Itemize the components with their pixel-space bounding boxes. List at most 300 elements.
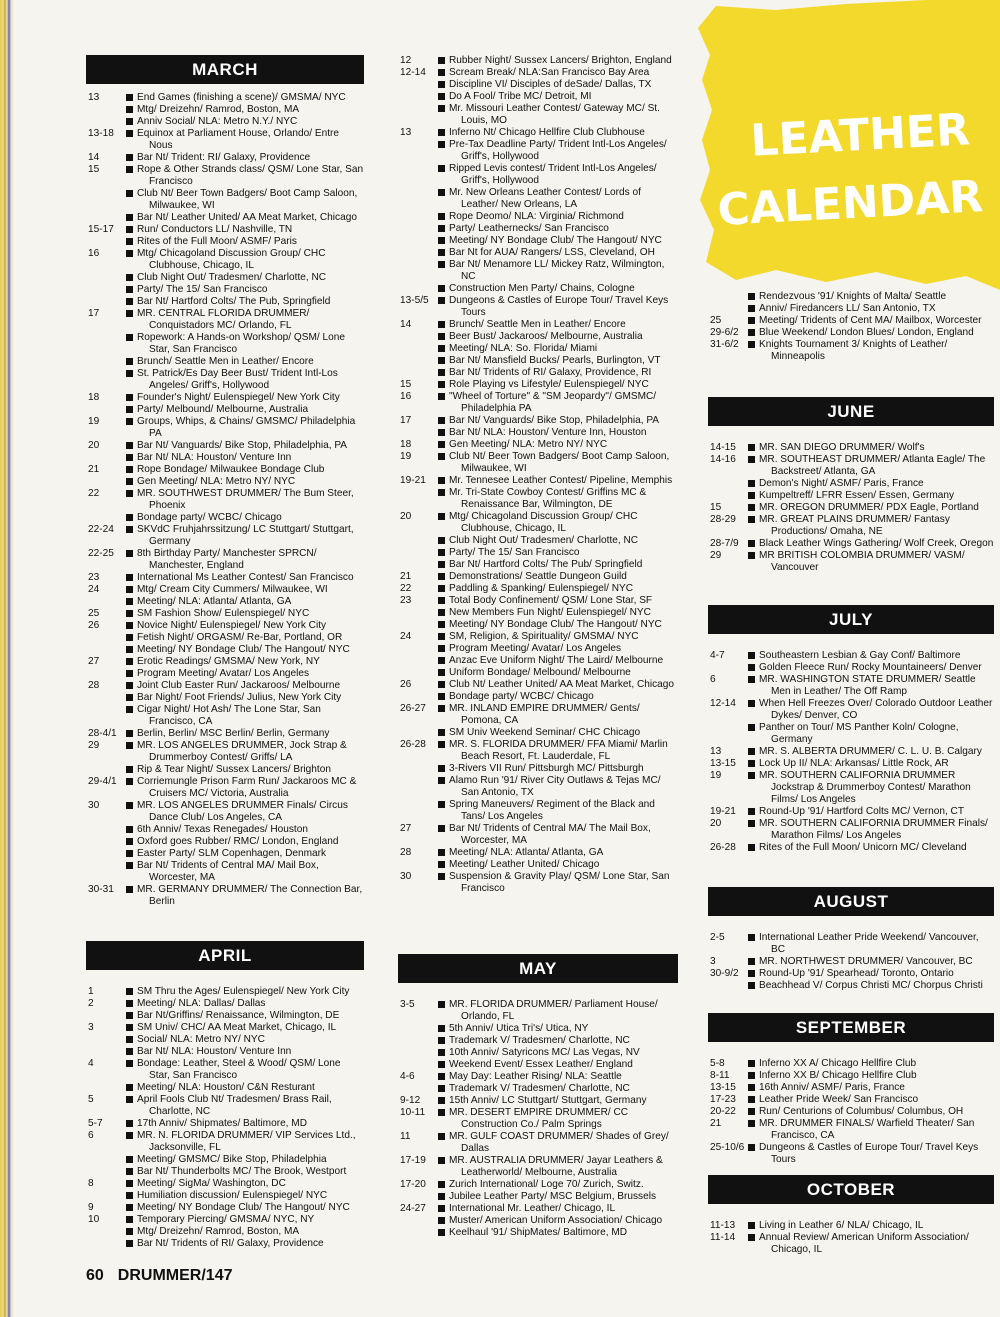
event-text: MR. LOS ANGELES DRUMMER Finals/ Circus Dance Club/ Los Angeles, CA	[137, 800, 348, 823]
event-date: 28	[400, 847, 412, 858]
event-date: 10	[88, 1214, 100, 1225]
event-entry	[398, 1155, 678, 1179]
leather-calendar-banner	[696, 0, 1000, 290]
event-entry	[86, 332, 364, 356]
event-text: Corriemungle Prison Farm Run/ Jackaroos MC & Cruisers MC/ Victoria, Australia	[137, 776, 357, 799]
event-text: International Mr. Leather/ Chicago, IL	[449, 1203, 616, 1214]
event-text: Bar Nt/ Hartford Colts/ The Pub/ Springfield	[449, 559, 643, 570]
event-text: Mr. New Orleans Leather Contest/ Lords of Leather/ New Orleans, LA	[449, 187, 641, 210]
event-entry	[86, 152, 364, 164]
event-text: Bar Nt/ Leather United/ AA Meat Market, Chicago	[137, 212, 357, 223]
bullet-square-icon	[126, 358, 133, 365]
bullet-square-icon	[748, 317, 755, 324]
event-entry	[398, 379, 678, 391]
event-text: Club Night Out/ Tradesmen/ Charlotte, NC	[449, 535, 639, 546]
month-section-october	[708, 1175, 994, 1256]
event-date: 19	[88, 416, 100, 427]
event-entry	[398, 595, 678, 607]
event-entry	[398, 163, 678, 187]
event-date: 13	[400, 127, 412, 138]
event-date: 13	[88, 92, 100, 103]
event-text: Bar Nt/ Tridents of Central MA/ Mail Box, Worcester, MA	[137, 860, 319, 883]
bullet-square-icon	[438, 849, 445, 856]
bullet-square-icon	[438, 333, 445, 340]
event-text: Kumpeltreff/ LFRR Essen/ Essen, Germany	[759, 490, 955, 501]
event-text: Trademark V/ Tradesmen/ Charlotte, NC	[449, 1035, 630, 1046]
event-entry	[86, 1190, 364, 1202]
event-text: Meeting/ NLA: So. Florida/ Miami	[449, 343, 598, 354]
event-date: 17	[88, 308, 100, 319]
event-text: Party/ The 15/ San Francisco	[449, 547, 580, 558]
event-text: SM Thru the Ages/ Eulenspiegel/ New York City	[137, 986, 350, 997]
event-text: Meeting/ NY Bondage Club/ The Hangout/ NYC	[449, 619, 662, 630]
event-entry	[86, 1094, 364, 1118]
event-text: Bondage party/ WCBC/ Chicago	[137, 512, 282, 523]
bullet-square-icon	[438, 189, 445, 196]
event-date: 23	[88, 572, 100, 583]
bullet-square-icon	[438, 285, 445, 292]
event-text: "Wheel of Torture" & "SM Jeopardy"/ GMSMC/ Philadelphia PA	[449, 391, 657, 414]
event-date: 26	[400, 679, 412, 690]
event-entry	[86, 1178, 364, 1190]
event-text: Brunch/ Seattle Men in Leather/ Encore	[449, 319, 626, 330]
event-entry	[398, 235, 678, 247]
event-date: 16	[400, 391, 412, 402]
bullet-square-icon	[438, 1157, 445, 1164]
bullet-square-icon	[438, 69, 445, 76]
bullet-square-icon	[126, 490, 133, 497]
bullet-square-icon	[126, 166, 133, 173]
bullet-square-icon	[438, 585, 445, 592]
event-entry	[86, 272, 364, 284]
event-entry	[708, 1232, 994, 1256]
event-entry	[708, 674, 994, 698]
event-entry	[398, 487, 678, 511]
event-text: International Leather Pride Weekend/ Vancouver, BC	[759, 932, 979, 955]
event-text: Bar Nt/ Tridents of RI/ Galaxy, Providence, RI	[449, 367, 652, 378]
event-date: 18	[400, 439, 412, 450]
event-date: 24	[88, 584, 100, 595]
month-header: AUGUST	[708, 887, 994, 916]
event-entry	[86, 488, 364, 512]
event-text: 15th Anniv/ LC Stuttgart/ Stuttgart, Germany	[449, 1095, 647, 1106]
bullet-square-icon	[126, 250, 133, 257]
month-section-april	[86, 941, 364, 1250]
bullet-square-icon	[126, 1096, 133, 1103]
bullet-square-icon	[126, 802, 133, 809]
event-entry	[708, 454, 994, 478]
event-date: 11-13	[710, 1220, 736, 1231]
event-text: Beer Bust/ Jackaroos/ Melbourne, Australia	[449, 331, 643, 342]
event-entry	[708, 1106, 994, 1118]
event-entry	[708, 968, 994, 980]
event-text: Annual Review/ American Uniform Association/ Chicago, IL	[759, 1232, 969, 1255]
month-header: JULY	[708, 605, 994, 634]
event-entry	[86, 1034, 364, 1046]
event-entry	[86, 620, 364, 632]
event-date: 20	[710, 818, 722, 829]
event-text: MR. OREGON DRUMMER/ PDX Eagle, Portland	[759, 502, 979, 513]
event-date: 1	[88, 986, 94, 997]
bullet-square-icon	[748, 1060, 755, 1067]
event-entry	[398, 79, 678, 91]
event-date: 26-28	[710, 842, 736, 853]
event-entry	[86, 548, 364, 572]
bullet-square-icon	[438, 417, 445, 424]
event-entry	[398, 559, 678, 571]
bullet-square-icon	[126, 1000, 133, 1007]
event-text: Bar Night/ Foot Friends/ Julius, New York City	[137, 692, 342, 703]
event-text: Dungeons & Castles of Europe Tour/ Travel Keys Tours	[759, 1142, 979, 1165]
bullet-square-icon	[126, 190, 133, 197]
event-entry	[86, 1058, 364, 1082]
event-text: Scream Break/ NLA:San Francisco Bay Area	[449, 67, 650, 78]
event-text: Alamo Run '91/ River City Outlaws & Tejas MC/ San Antonio, TX	[449, 775, 661, 798]
event-date: 22	[400, 583, 412, 594]
event-text: MR. WASHINGTON STATE DRUMMER/ Seattle Men in Leather/ The Off Ramp	[759, 674, 976, 697]
event-text: Suspension & Gravity Play/ QSM/ Lone Star, San Francisco	[449, 871, 670, 894]
event-text: Mtg/ Chicagoland Discussion Group/ CHC Clubhouse, Chicago, IL	[449, 511, 638, 534]
bullet-square-icon	[748, 492, 755, 499]
bullet-square-icon	[748, 444, 755, 451]
event-text: Fetish Night/ ORGASM/ Re-Bar, Portland, OR	[137, 632, 343, 643]
event-text: MR. SAN DIEGO DRUMMER/ Wolf's	[759, 442, 925, 453]
event-text: Weekend Event/ Essex Leather/ England	[449, 1059, 633, 1070]
event-text: MR. GERMANY DRUMMER/ The Connection Bar, Berlin	[137, 884, 363, 907]
bullet-square-icon	[438, 561, 445, 568]
event-text: Temporary Piercing/ GMSMA/ NYC, NY	[137, 1214, 315, 1225]
bullet-square-icon	[748, 1108, 755, 1115]
event-date: 10-11	[400, 1107, 426, 1118]
event-entry	[86, 116, 364, 128]
event-text: Brunch/ Seattle Men in Leather/ Encore	[137, 356, 314, 367]
event-entry	[398, 91, 678, 103]
event-entry	[708, 478, 994, 490]
event-entry	[398, 571, 678, 583]
event-date: 11-14	[710, 1232, 736, 1243]
bullet-square-icon	[438, 573, 445, 580]
event-entry	[86, 1118, 364, 1130]
bullet-square-icon	[438, 645, 445, 652]
event-text: 5th Anniv/ Utica Tri's/ Utica, NY	[449, 1023, 589, 1034]
event-entry	[398, 1047, 678, 1059]
bullet-square-icon	[438, 453, 445, 460]
bullet-square-icon	[748, 934, 755, 941]
event-date: 17	[400, 415, 412, 426]
bullet-square-icon	[748, 341, 755, 348]
event-entry	[86, 1202, 364, 1214]
event-entry	[398, 763, 678, 775]
bullet-square-icon	[748, 456, 755, 463]
event-entry	[398, 331, 678, 343]
event-text: Program Meeting/ Avatar/ Los Angeles	[449, 643, 622, 654]
event-text: Ropework: A Hands-on Workshop/ QSM/ Lone Star, San Francisco	[137, 332, 345, 355]
banner-title-calendar: CALENDAR	[716, 171, 985, 236]
event-date: 24	[400, 631, 412, 642]
bullet-square-icon	[438, 597, 445, 604]
event-entry	[398, 727, 678, 739]
event-text: Bar Nt/ Hartford Colts/ The Pub, Springfield	[137, 296, 331, 307]
bullet-square-icon	[438, 537, 445, 544]
month-section-continued	[398, 55, 678, 895]
event-entry	[708, 722, 994, 746]
event-text: 3-Rivers VII Run/ Pittsburgh MC/ Pittsburgh	[449, 763, 644, 774]
event-entry	[708, 327, 994, 339]
event-text: Gen Meeting/ NLA: Metro NY/ NYC	[137, 476, 296, 487]
event-date: 5-7	[88, 1118, 103, 1129]
event-entry	[398, 187, 678, 211]
bullet-square-icon	[438, 765, 445, 772]
event-text: Rip & Tear Night/ Sussex Lancers/ Brighton	[137, 764, 331, 775]
event-entry	[708, 746, 994, 758]
event-date: 19-21	[400, 475, 426, 486]
bullet-square-icon	[126, 586, 133, 593]
event-entry	[708, 1094, 994, 1106]
event-date: 29-6/2	[710, 327, 739, 338]
event-text: Pre-Tax Deadline Party/ Trident Intl-Los Angeles/ Griff's, Hollywood	[449, 139, 667, 162]
bullet-square-icon	[126, 550, 133, 557]
event-text: Rope Deomo/ NLA: Virginia/ Richmond	[449, 211, 624, 222]
bullet-square-icon	[126, 334, 133, 341]
event-entry	[86, 986, 364, 998]
bullet-square-icon	[748, 540, 755, 547]
event-text: Ripped Levis contest/ Trident Intl-Los Angeles/ Griff's, Hollywood	[449, 163, 657, 186]
event-entry	[708, 842, 994, 854]
event-entry	[86, 236, 364, 248]
event-entry	[398, 847, 678, 859]
event-date: 25	[710, 315, 722, 326]
event-text: SM Fashion Show/ Eulenspiegel/ NYC	[137, 608, 310, 619]
event-date: 22-25	[88, 548, 114, 559]
event-text: Mr. Missouri Leather Contest/ Gateway MC/ St. Louis, MO	[449, 103, 660, 126]
event-text: Social/ NLA: Metro NY/ NYC	[137, 1034, 265, 1045]
month-header: SEPTEMBER	[708, 1013, 994, 1042]
event-entry	[86, 404, 364, 416]
event-text: Uniform Bondage/ Melbound/ Melbourne	[449, 667, 631, 678]
event-text: Meeting/ SigMa/ Washington, DC	[137, 1178, 286, 1189]
event-date: 27	[400, 823, 412, 834]
bullet-square-icon	[438, 1037, 445, 1044]
event-entry	[398, 1191, 678, 1203]
bullet-square-icon	[126, 826, 133, 833]
event-entry	[86, 1166, 364, 1178]
event-text: Golden Fleece Run/ Rocky Mountaineers/ Denver	[759, 662, 982, 673]
bullet-square-icon	[126, 706, 133, 713]
bullet-square-icon	[126, 670, 133, 677]
event-date: 30-9/2	[710, 968, 739, 979]
bullet-square-icon	[438, 1073, 445, 1080]
bullet-square-icon	[748, 552, 755, 559]
event-entry	[398, 703, 678, 727]
event-entry	[398, 535, 678, 547]
event-entry	[86, 512, 364, 524]
event-entry	[86, 680, 364, 692]
event-entry	[86, 704, 364, 728]
bullet-square-icon	[748, 700, 755, 707]
bullet-square-icon	[438, 357, 445, 364]
bullet-square-icon	[126, 1024, 133, 1031]
event-date: 22	[88, 488, 100, 499]
event-text: MR. LOS ANGELES DRUMMER, Jock Strap & Drummerboy Contest/ Griffs/ LA	[137, 740, 347, 763]
event-text: Jubilee Leather Party/ MSC Belgium, Brussels	[449, 1191, 657, 1202]
event-text: 16th Anniv/ ASMF/ Paris, France	[759, 1082, 905, 1093]
bullet-square-icon	[126, 1180, 133, 1187]
month-section-august	[708, 887, 994, 992]
bullet-square-icon	[126, 406, 133, 413]
event-entry	[708, 818, 994, 842]
event-text: Mtg/ Dreizehn/ Ramrod, Boston, MA	[137, 1226, 300, 1237]
bullet-square-icon	[748, 970, 755, 977]
event-date: 20	[88, 440, 100, 451]
event-entry	[86, 1046, 364, 1058]
event-entry	[708, 770, 994, 806]
bullet-square-icon	[126, 988, 133, 995]
event-date: 28-29	[710, 514, 736, 525]
event-text: Round-Up '91/ Hartford Colts MC/ Vernon, CT	[759, 806, 965, 817]
event-text: Novice Night/ Eulenspiegel/ New York City	[137, 620, 327, 631]
event-date: 5	[88, 1094, 94, 1105]
event-text: MR. S. FLORIDA DRUMMER/ FFA Miami/ Marlin Beach Resort, Ft. Lauderdale, FL	[449, 739, 668, 762]
event-entry	[398, 679, 678, 691]
event-text: Bar Nt/Griffins/ Renaissance, Wilmington, DE	[137, 1010, 340, 1021]
event-text: Founder's Night/ Eulenspiegel/ New York City	[137, 392, 340, 403]
event-date: 12-14	[400, 67, 426, 78]
bullet-square-icon	[438, 249, 445, 256]
event-text: Equinox at Parliament House, Orlando/ Entre Nous	[137, 128, 339, 151]
event-date: 4	[88, 1058, 94, 1069]
event-date: 19	[400, 451, 412, 462]
bullet-square-icon	[748, 772, 755, 779]
event-entry	[86, 1238, 364, 1250]
bullet-square-icon	[126, 418, 133, 425]
event-text: Run/ Centurions of Columbus/ Columbus, OH	[759, 1106, 964, 1117]
event-entry	[86, 836, 364, 848]
event-text: Berlin, Berlin/ MSC Berlin/ Berlin, Germany	[137, 728, 330, 739]
event-date: 3-5	[400, 999, 415, 1010]
bullet-square-icon	[126, 106, 133, 113]
event-date: 19	[710, 770, 722, 781]
event-text: Run/ Conductors LL/ Nashville, TN	[137, 224, 293, 235]
event-entry	[398, 1179, 678, 1191]
event-date: 14-15	[710, 442, 736, 453]
event-text: Party/ Leathernecks/ San Francisco	[449, 223, 609, 234]
bullet-square-icon	[126, 1228, 133, 1235]
bullet-square-icon	[748, 1084, 755, 1091]
event-entry	[398, 211, 678, 223]
event-text: Discipline VI/ Disciples of deSade/ Dallas, TX	[449, 79, 652, 90]
bullet-square-icon	[126, 658, 133, 665]
event-text: Mr. Tri-State Cowboy Contest/ Griffins MC & Renaissance Bar, Wilmington, DE	[449, 487, 647, 510]
event-entry	[708, 490, 994, 502]
event-entry	[86, 1130, 364, 1154]
event-text: MR. FLORIDA DRUMMER/ Parliament House/ Orlando, FL	[449, 999, 658, 1022]
event-text: MR. SOUTHWEST DRUMMER/ The Bum Steer, Phoenix	[137, 488, 354, 511]
event-date: 14	[88, 152, 100, 163]
bullet-square-icon	[748, 652, 755, 659]
event-entry	[708, 932, 994, 956]
event-date: 3	[88, 1022, 94, 1033]
event-entry	[86, 608, 364, 620]
event-text: Rites of the Full Moon/ Unicorn MC/ Cleveland	[759, 842, 967, 853]
bullet-square-icon	[126, 310, 133, 317]
bullet-square-icon	[438, 477, 445, 484]
event-date: 18	[88, 392, 100, 403]
event-text: Bondage party/ WCBC/ Chicago	[449, 691, 594, 702]
bullet-square-icon	[438, 609, 445, 616]
event-entry	[708, 662, 994, 674]
event-entry	[398, 451, 678, 475]
event-text: Blue Weekend/ London Blues/ London, England	[759, 327, 974, 338]
bullet-square-icon	[126, 1132, 133, 1139]
bullet-square-icon	[438, 297, 445, 304]
event-entry	[86, 104, 364, 116]
event-entry	[398, 583, 678, 595]
event-entry	[398, 343, 678, 355]
event-date: 21	[400, 571, 412, 582]
magazine-issue: DRUMMER/147	[117, 1267, 233, 1284]
bullet-square-icon	[126, 694, 133, 701]
event-text: Program Meeting/ Avatar/ Los Angeles	[137, 668, 310, 679]
bullet-square-icon	[126, 634, 133, 641]
event-date: 13-18	[88, 128, 114, 139]
event-text: Leather Pride Week/ San Francisco	[759, 1094, 919, 1105]
bullet-square-icon	[438, 1025, 445, 1032]
event-entry	[398, 1023, 678, 1035]
event-entry	[708, 502, 994, 514]
banner-title-leather: LEATHER	[749, 104, 972, 167]
event-entry	[398, 139, 678, 163]
event-entry	[86, 164, 364, 188]
bullet-square-icon	[126, 526, 133, 533]
event-text: Mtg/ Cream City Cummers/ Milwaukee, WI	[137, 584, 328, 595]
event-entry	[86, 188, 364, 212]
event-entry	[398, 631, 678, 643]
event-text: When Hell Freezes Over/ Colorado Outdoor Leather Dykes/ Denver, CO	[759, 698, 993, 721]
event-entry	[398, 223, 678, 235]
bullet-square-icon	[126, 1012, 133, 1019]
event-text: MR. GULF COAST DRUMMER/ Shades of Grey/ Dallas	[449, 1131, 669, 1154]
bullet-square-icon	[438, 1229, 445, 1236]
bullet-square-icon	[126, 94, 133, 101]
event-entry	[398, 999, 678, 1023]
bullet-square-icon	[438, 681, 445, 688]
event-date: 9-12	[400, 1095, 421, 1106]
event-date: 8	[88, 1178, 94, 1189]
event-entry	[708, 1220, 994, 1232]
event-text: Bar Nt/ Vanguards/ Bike Stop, Philadelphia, PA	[137, 440, 348, 451]
event-text: MR. INLAND EMPIRE DRUMMER/ Gents/ Pomona, CA	[449, 703, 640, 726]
event-text: Rubber Night/ Sussex Lancers/ Brighton, England	[449, 55, 672, 66]
event-date: 2-5	[710, 932, 725, 943]
event-text: Party/ Melbound/ Melbourne, Australia	[137, 404, 309, 415]
event-entry	[708, 650, 994, 662]
bullet-square-icon	[438, 225, 445, 232]
event-entry	[86, 884, 364, 908]
event-text: Club Night Out/ Tradesmen/ Charlotte, NC	[137, 272, 327, 283]
event-date: 26-28	[400, 739, 426, 750]
event-entry	[708, 698, 994, 722]
event-text: Dungeons & Castles of Europe Tour/ Travel Keys Tours	[449, 295, 669, 318]
bullet-square-icon	[438, 141, 445, 148]
bullet-square-icon	[438, 549, 445, 556]
month-header: APRIL	[86, 941, 364, 970]
event-text: Anzac Eve Uniform Night/ The Laird/ Melbourne	[449, 655, 664, 666]
event-date: 14-16	[710, 454, 736, 465]
event-entry	[398, 1203, 678, 1215]
bullet-square-icon	[126, 130, 133, 137]
event-date: 6	[88, 1130, 94, 1141]
event-text: Do A Fool/ Tribe MC/ Detroit, MI	[449, 91, 592, 102]
